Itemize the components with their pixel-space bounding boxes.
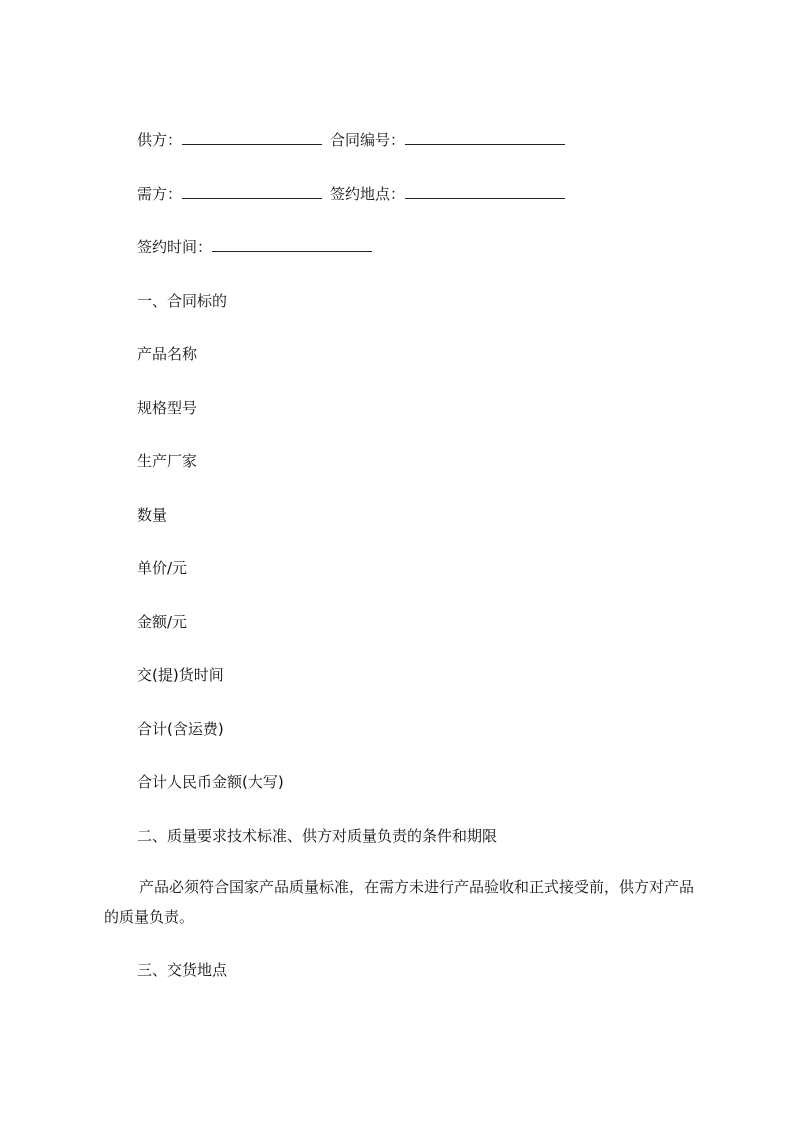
item-manufacturer: 生产厂家: [137, 452, 198, 470]
supplier-label: 供方：: [137, 131, 183, 149]
supplier-blank: [182, 130, 322, 145]
item-total: 合计(含运费): [137, 720, 224, 738]
buyer-label: 需方：: [137, 185, 183, 203]
item-product-name: 产品名称: [137, 345, 198, 363]
sign-time-row: [137, 236, 380, 258]
sign-time-blank: [212, 237, 372, 252]
item-amount: 金额/元: [137, 613, 188, 631]
sign-place-blank: [405, 184, 565, 199]
buyer-row: [137, 183, 573, 205]
section2-body: 产品必须符合国家产品质量标准，在需方未进行产品验收和正式接受前，供方对产品的质量负责。: [104, 878, 695, 926]
section2-heading: 二、质量要求技术标准、供方对质量负责的条件和期限: [137, 827, 498, 845]
contract-no-label: 合同编号：: [330, 131, 406, 149]
sign-place-label: 签约地点：: [330, 185, 406, 203]
sign-time-label: 签约时间：: [137, 238, 213, 256]
item-quantity: 数量: [137, 506, 168, 524]
item-unit-price: 单价/元: [137, 559, 188, 577]
item-total-rmb: 合计人民币金额(大写): [137, 773, 284, 791]
buyer-blank: [182, 184, 322, 199]
contract-no-blank: [405, 130, 565, 145]
section3-heading: 三、交货地点: [137, 961, 228, 979]
item-spec-model: 规格型号: [137, 399, 198, 417]
item-delivery-time: 交(提)货时间: [137, 666, 224, 684]
section1-heading: 一、合同标的: [137, 292, 228, 310]
supplier-row: [137, 129, 573, 151]
